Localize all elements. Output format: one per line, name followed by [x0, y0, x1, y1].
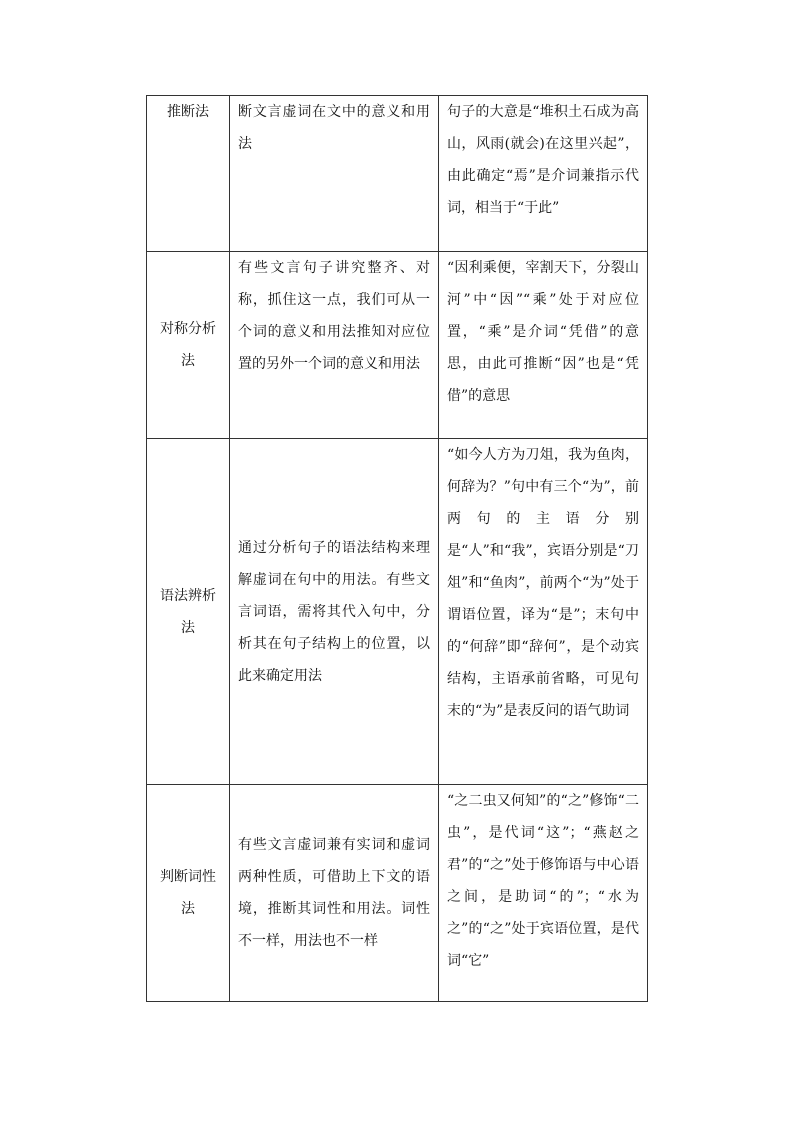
table-row — [147, 785, 648, 1002]
example-cell: “如今人方为刀俎，我为鱼肉，何辞为？”句中有三个“为”，前两句的主语分别是“人”和“我”，宾语分别是“刀俎”和“鱼肉”，前两个“为”处于谓语位置，译为“是”；末句中的“何辞”即“辞何”，是个动宾结构，主语承前省略，可见句末的“为”是表反问的语气助词 — [439, 439, 648, 785]
method-name-cell: 判断词性法 — [147, 785, 230, 1002]
table-row — [147, 252, 648, 439]
method-name-cell: 语法辨析法 — [147, 439, 230, 785]
method-table — [146, 95, 648, 1002]
explanation-cell: 通过分析句子的语法结构来理解虚词在句中的用法。有些文言词语，需将其代入句中，分析其在句子结构上的位置，以此来确定用法 — [230, 439, 439, 785]
explanation-cell: 有些文言句子讲究整齐、对称，抓住这一点，我们可从一个词的意义和用法推知对应位置的另外一个词的意义和用法 — [230, 252, 439, 439]
example-cell: 句子的大意是“堆积土石成为高山，风雨(就会)在这里兴起”，由此确定“焉”是介词兼指示代词，相当于“于此” — [439, 96, 648, 252]
table-row — [147, 439, 648, 785]
example-cell: “之二虫又何知”的“之”修饰“二虫”，是代词“这”；“燕赵之君”的“之”处于修饰语与中心语之间，是助词“的”；“水为之”的“之”处于宾语位置，是代词“它” — [439, 785, 648, 1002]
document-page — [146, 95, 647, 1002]
explanation-cell: 断文言虚词在文中的意义和用法 — [230, 96, 439, 252]
example-cell: “因利乘便，宰割天下，分裂山河”中“因”“乘”处于对应位置，“乘”是介词“凭借”的意思，由此可推断“因”也是“凭借”的意思 — [439, 252, 648, 439]
explanation-cell: 有些文言虚词兼有实词和虚词两种性质，可借助上下文的语境，推断其词性和用法。词性不一样，用法也不一样 — [230, 785, 439, 1002]
table-row — [147, 96, 648, 252]
method-name-cell: 对称分析法 — [147, 252, 230, 439]
method-name-cell: 推断法 — [147, 96, 230, 252]
